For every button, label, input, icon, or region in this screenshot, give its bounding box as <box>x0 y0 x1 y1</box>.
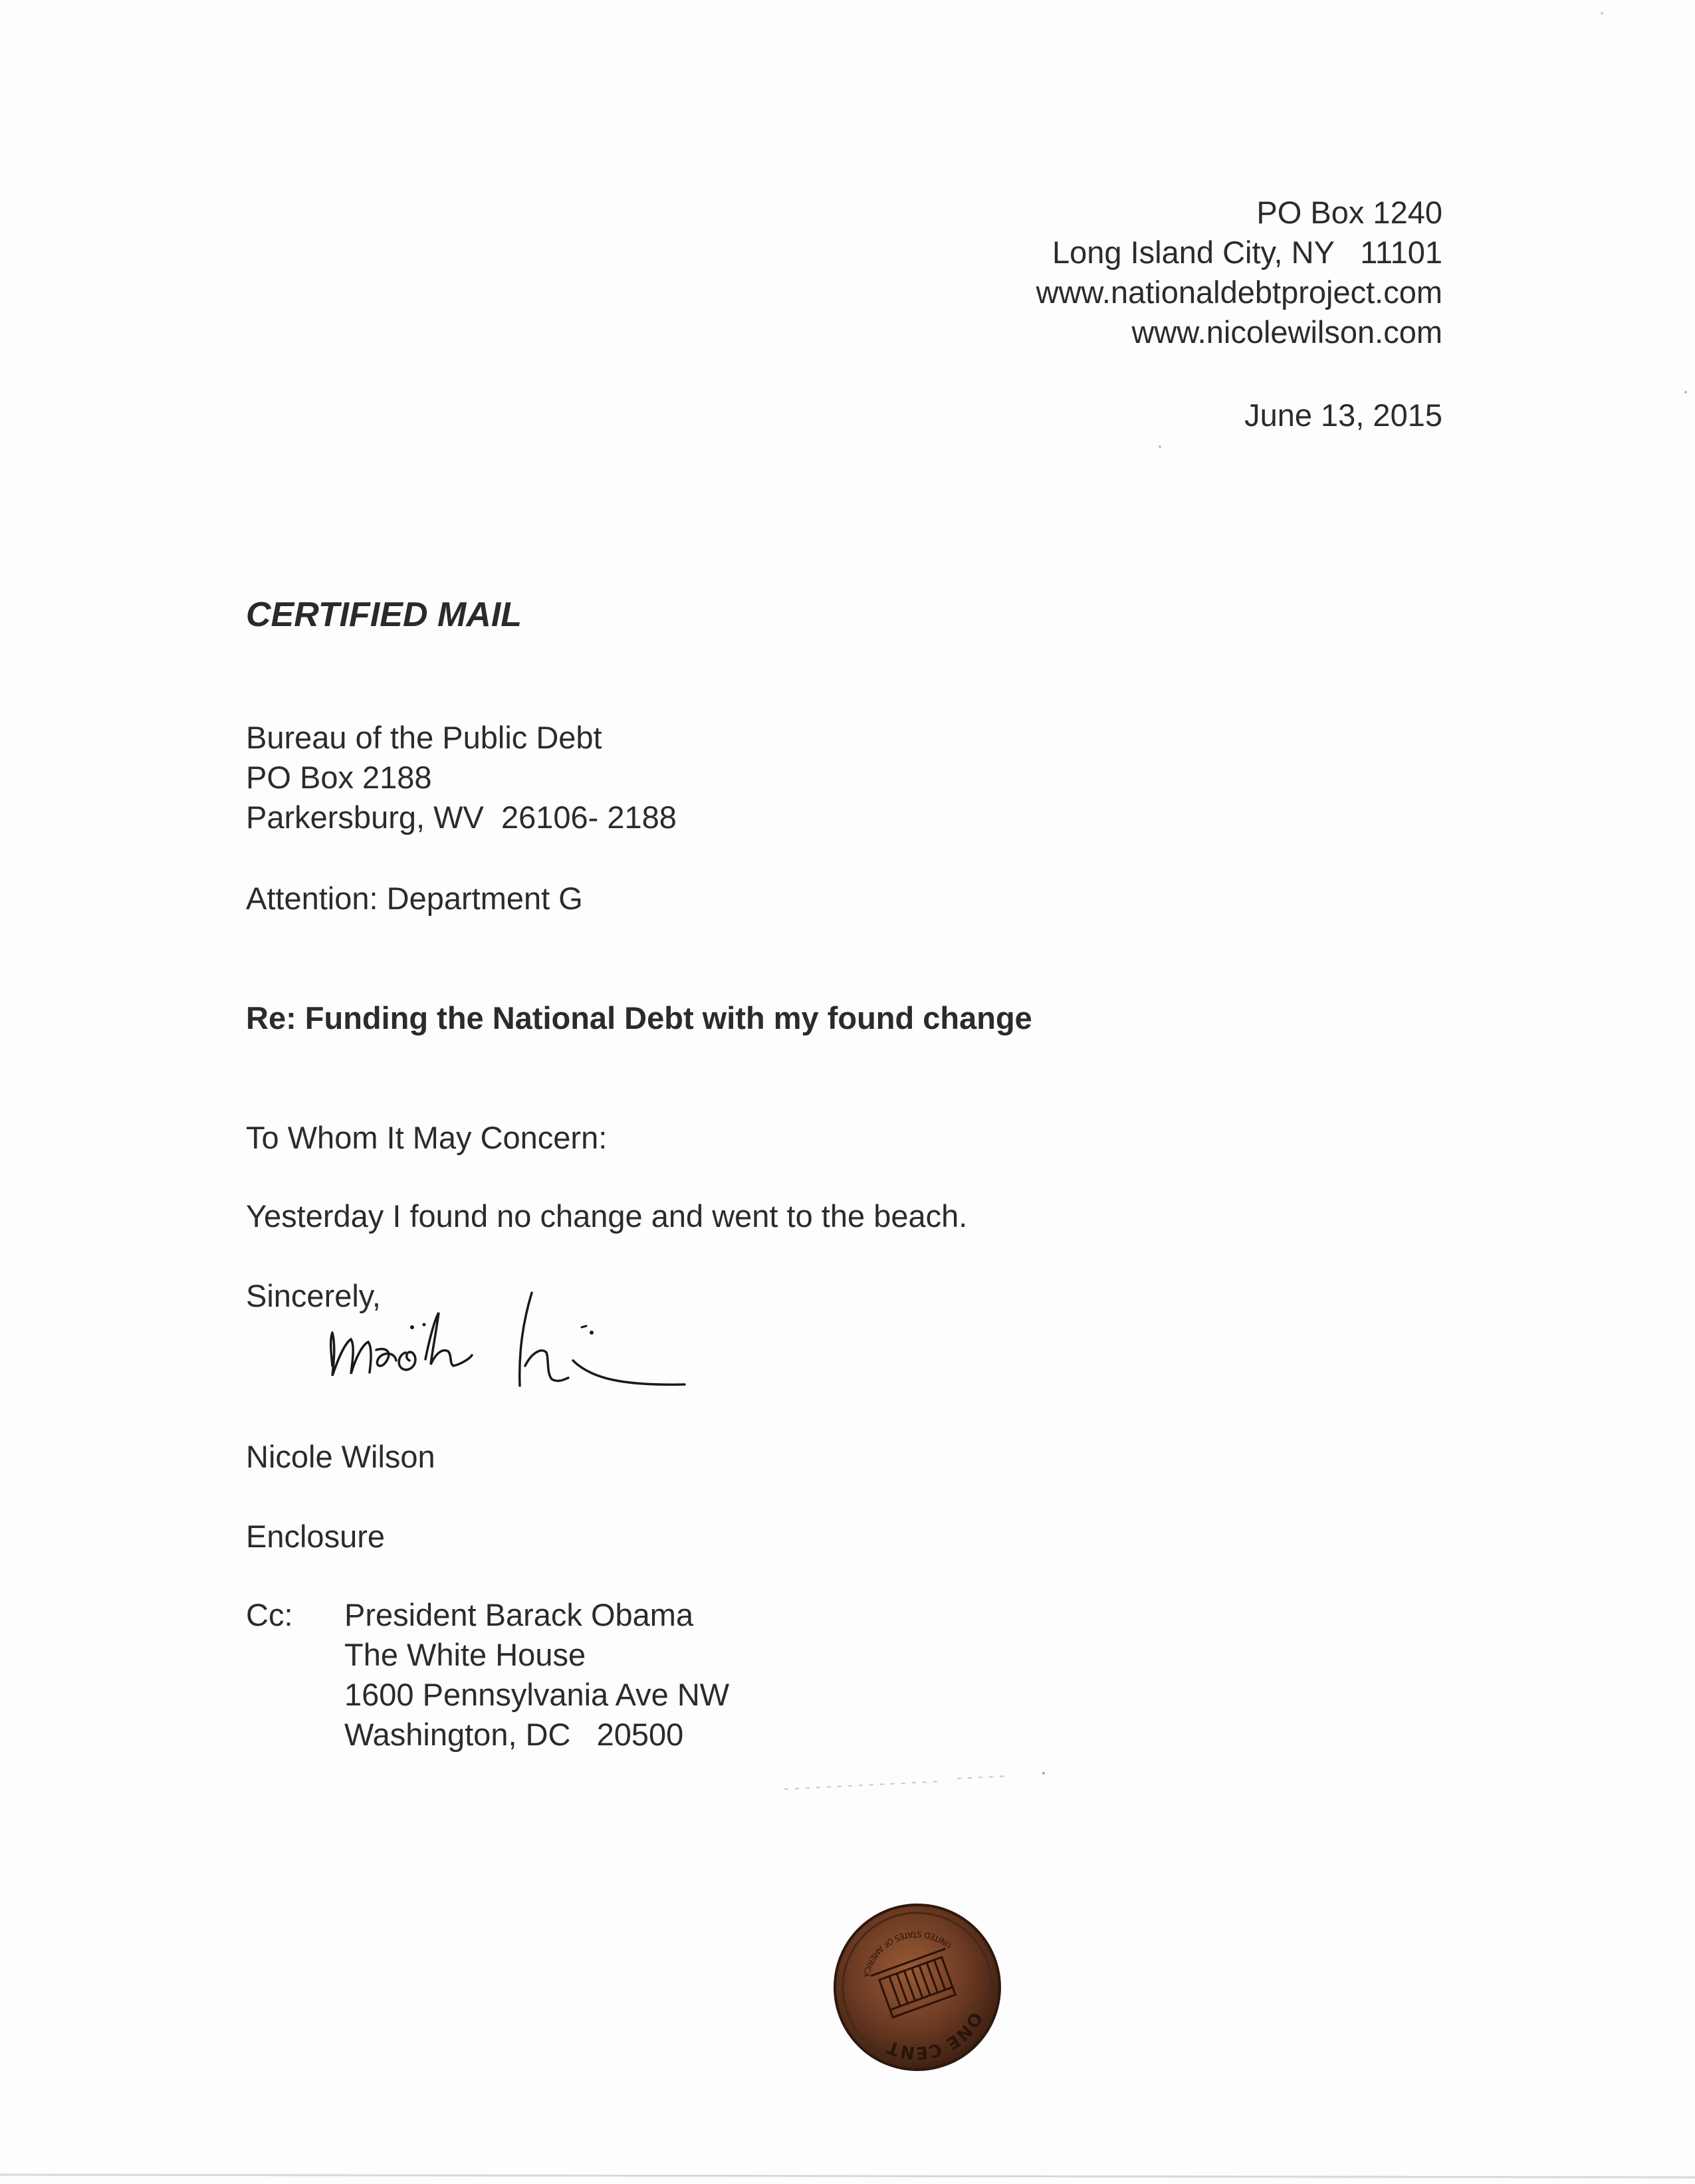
recipient-address-line1: PO Box 2188 <box>246 760 432 795</box>
recipient-address-line2: Parkersburg, WV 26106- 2188 <box>246 800 677 835</box>
letter-body: Yesterday I found no change and went to the beach. <box>246 1198 968 1234</box>
handwritten-signature <box>312 1286 711 1419</box>
sender-address-block <box>1036 193 1442 352</box>
recipient-name: Bureau of the Public Debt <box>246 720 602 755</box>
subject-line: Re: Funding the National Debt with my found change <box>246 1000 1032 1036</box>
certified-mail-heading: CERTIFIED MAIL <box>246 596 522 634</box>
cc-label: Cc: <box>246 1597 293 1632</box>
cc-line-3: 1600 Pennsylvania Ave NW <box>344 1677 730 1712</box>
sender-website-1: www.nationaldebtproject.com <box>1036 274 1442 310</box>
sender-address-line2: Long Island City, NY 11101 <box>1052 235 1442 270</box>
cc-address-block <box>344 1595 729 1755</box>
cc-line-4: Washington, DC 20500 <box>344 1717 684 1752</box>
closing: Sincerely, <box>246 1278 381 1313</box>
penny-coin-image <box>831 1901 1004 2074</box>
signer-name: Nicole Wilson <box>246 1439 435 1474</box>
enclosure-note: Enclosure <box>246 1519 385 1554</box>
cc-line-1: President Barack Obama <box>344 1597 694 1632</box>
coin-rim-text: UNITED STATES OF AMERICA <box>861 1929 954 1979</box>
coin-top-text: ONE CENT <box>884 2009 986 2063</box>
salutation: To Whom It May Concern: <box>246 1120 608 1155</box>
recipient-address-block <box>246 718 677 837</box>
letter-date: June 13, 2015 <box>1244 397 1442 433</box>
sender-address-line1: PO Box 1240 <box>1256 195 1442 230</box>
sender-website-2: www.nicolewilson.com <box>1131 314 1442 350</box>
attention-line: Attention: Department G <box>246 881 583 916</box>
cc-line-2: The White House <box>344 1637 586 1672</box>
